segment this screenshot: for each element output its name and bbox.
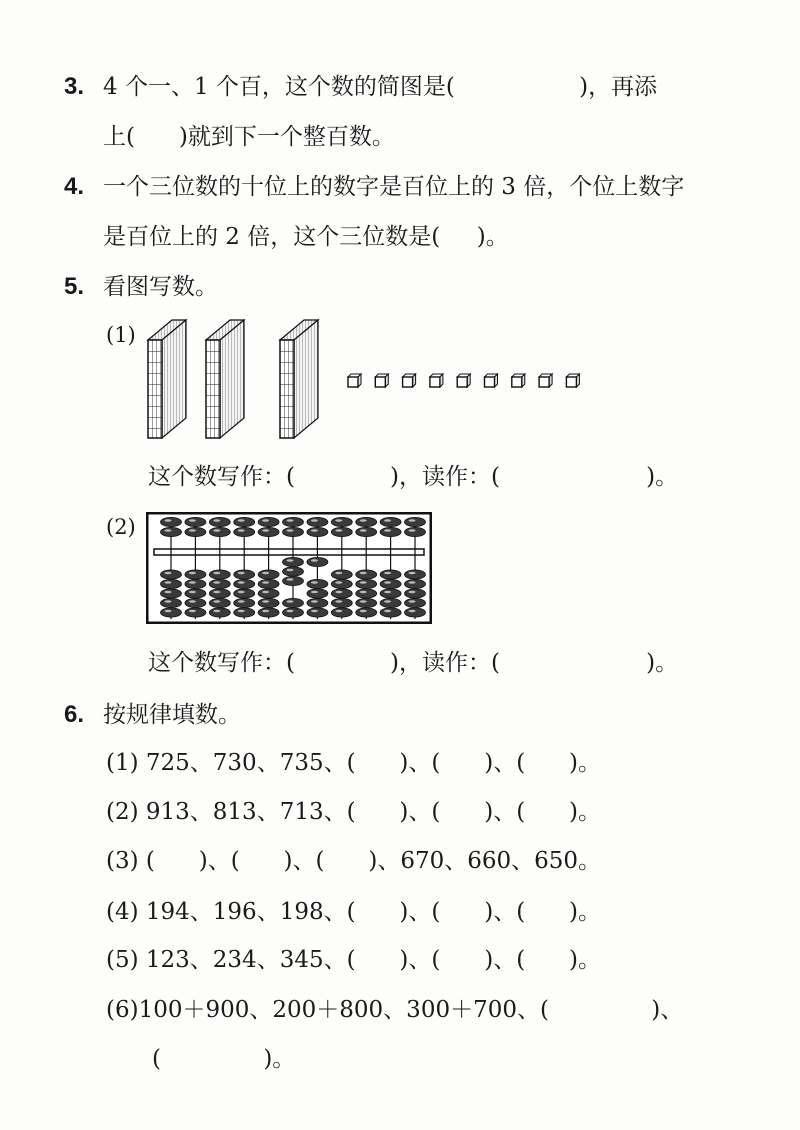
abacus-bead <box>234 589 255 598</box>
abacus-bead <box>307 579 328 588</box>
abacus-bead <box>283 576 304 585</box>
abacus-bead <box>161 517 182 526</box>
bead-highlight <box>213 591 220 594</box>
bead-highlight <box>238 600 245 603</box>
abacus-bead <box>258 579 279 588</box>
abacus-bead <box>405 589 426 598</box>
bead-highlight <box>165 519 172 522</box>
bead-highlight <box>287 559 294 562</box>
question-number: 6. <box>64 701 85 728</box>
abacus-bead <box>331 598 352 607</box>
bead-highlight <box>311 519 318 522</box>
sub-question-label: (2) <box>106 515 136 539</box>
bead-highlight <box>335 581 342 584</box>
abacus-bead <box>209 570 230 579</box>
abacus-bead <box>331 579 352 588</box>
abacus-bead <box>307 608 328 617</box>
abacus-bead <box>258 517 279 526</box>
question-number: 4. <box>64 173 85 200</box>
bead-highlight <box>165 600 172 603</box>
sub-question-label: (1) <box>106 323 136 347</box>
bead-highlight <box>311 591 318 594</box>
abacus-bead <box>405 608 426 617</box>
unit-cube <box>512 374 525 387</box>
bead-highlight <box>335 591 342 594</box>
bead-highlight <box>213 581 220 584</box>
bead-highlight <box>189 600 196 603</box>
abacus-bead <box>283 608 304 617</box>
bead-highlight <box>213 610 220 613</box>
bead-highlight <box>287 578 294 581</box>
bead-highlight <box>189 529 196 532</box>
bead-highlight <box>262 591 269 594</box>
bead-highlight <box>165 610 172 613</box>
bead-highlight <box>287 529 294 532</box>
abacus-bead <box>331 589 352 598</box>
bead-highlight <box>384 529 391 532</box>
bead-highlight <box>238 591 245 594</box>
sequence-item: (4) 194、196、198、( )、( )、( )。 <box>106 899 602 925</box>
sequence-item: (5) 123、234、345、( )、( )、( )。 <box>106 947 602 973</box>
abacus-bead <box>209 589 230 598</box>
bead-highlight <box>189 572 196 575</box>
abacus-bead <box>258 527 279 536</box>
bead-highlight <box>409 519 416 522</box>
bead-highlight <box>384 572 391 575</box>
abacus-bead <box>161 589 182 598</box>
bead-highlight <box>335 529 342 532</box>
abacus-bead <box>161 608 182 617</box>
abacus-bead <box>234 598 255 607</box>
bead-highlight <box>409 591 416 594</box>
sequence-item: (6)100＋900、200＋800、300＋700、( )、 <box>106 997 684 1023</box>
abacus-bead <box>356 579 377 588</box>
bead-highlight <box>360 581 367 584</box>
unit-cube <box>539 374 552 387</box>
abacus-bead <box>234 527 255 536</box>
bead-highlight <box>165 572 172 575</box>
bead-highlight <box>213 519 220 522</box>
bead-highlight <box>360 610 367 613</box>
bead-highlight <box>360 600 367 603</box>
abacus-bead <box>185 598 206 607</box>
bead-highlight <box>165 529 172 532</box>
bead-highlight <box>262 572 269 575</box>
abacus-bead <box>185 579 206 588</box>
abacus-bead <box>161 579 182 588</box>
abacus-bead <box>234 517 255 526</box>
abacus-bead <box>209 579 230 588</box>
bead-highlight <box>409 600 416 603</box>
unit-cube <box>485 374 498 387</box>
abacus-bead <box>356 570 377 579</box>
bead-highlight <box>287 600 294 603</box>
bead-highlight <box>409 529 416 532</box>
bead-highlight <box>384 519 391 522</box>
bead-highlight <box>287 569 294 572</box>
unit-cube <box>430 374 443 387</box>
abacus-bead <box>185 589 206 598</box>
unit-cube <box>457 374 470 387</box>
abacus-bead <box>380 579 401 588</box>
bead-highlight <box>335 572 342 575</box>
abacus-bead <box>234 579 255 588</box>
bead-highlight <box>311 559 318 562</box>
sequence-item: (1) 725、730、735、( )、( )、( )。 <box>106 750 602 776</box>
bead-highlight <box>213 529 220 532</box>
abacus-bead <box>307 517 328 526</box>
abacus-bead <box>283 527 304 536</box>
abacus-bead <box>405 579 426 588</box>
bead-highlight <box>384 581 391 584</box>
unit-cube <box>375 374 388 387</box>
bead-highlight <box>384 591 391 594</box>
bead-highlight <box>360 591 367 594</box>
abacus-bead <box>209 598 230 607</box>
abacus-bead <box>380 527 401 536</box>
abacus-bead <box>258 570 279 579</box>
bead-highlight <box>409 581 416 584</box>
abacus-bead <box>380 598 401 607</box>
abacus-bead <box>283 517 304 526</box>
bead-highlight <box>189 519 196 522</box>
bead-highlight <box>409 610 416 613</box>
bead-highlight <box>360 529 367 532</box>
bead-highlight <box>335 610 342 613</box>
abacus-bead <box>356 517 377 526</box>
question-title: 看图写数。 <box>103 274 218 300</box>
bead-highlight <box>189 591 196 594</box>
abacus-bead <box>283 557 304 566</box>
abacus-bead <box>307 557 328 566</box>
abacus-bead <box>283 598 304 607</box>
question-title: 按规律填数。 <box>103 702 241 728</box>
bead-highlight <box>384 610 391 613</box>
bead-highlight <box>262 519 269 522</box>
sequence-item: (2) 913、813、713、( )、( )、( )。 <box>106 799 602 825</box>
abacus-bead <box>405 517 426 526</box>
abacus-bead <box>307 589 328 598</box>
question-text-line: 4 个一、1 个百，这个数的简图是( )，再添 <box>103 74 658 100</box>
abacus-bead <box>331 517 352 526</box>
abacus-bead <box>380 517 401 526</box>
abacus-bead <box>331 527 352 536</box>
abacus-bead <box>356 608 377 617</box>
abacus-bead <box>405 570 426 579</box>
bead-highlight <box>165 591 172 594</box>
bead-highlight <box>287 610 294 613</box>
abacus-bead <box>258 608 279 617</box>
abacus-bead <box>380 570 401 579</box>
question-text-line: 一个三位数的十位上的数字是百位上的 3 倍，个位上数字 <box>103 174 685 200</box>
bead-highlight <box>311 600 318 603</box>
abacus-bead <box>258 598 279 607</box>
bead-highlight <box>262 529 269 532</box>
bead-highlight <box>189 610 196 613</box>
abacus-bead <box>161 570 182 579</box>
bead-highlight <box>238 572 245 575</box>
question-number: 3. <box>64 73 85 100</box>
abacus-bead <box>209 608 230 617</box>
abacus-bead <box>380 608 401 617</box>
abacus-bead <box>331 608 352 617</box>
abacus-figure <box>146 512 432 624</box>
bead-highlight <box>262 581 269 584</box>
abacus-bead <box>209 517 230 526</box>
abacus-bead <box>356 589 377 598</box>
answer-line: 这个数写作：( )，读作：( )。 <box>148 464 679 490</box>
abacus-bead <box>161 527 182 536</box>
hundred-block <box>206 320 244 438</box>
bead-highlight <box>360 572 367 575</box>
abacus-bead <box>405 527 426 536</box>
question-text-line: 是百位上的 2 倍，这个三位数是( )。 <box>103 224 509 250</box>
unit-cube <box>348 374 361 387</box>
bead-highlight <box>311 581 318 584</box>
bead-highlight <box>262 600 269 603</box>
abacus-bead <box>380 589 401 598</box>
abacus-bead <box>331 570 352 579</box>
answer-line: 这个数写作：( )，读作：( )。 <box>148 650 679 676</box>
bead-highlight <box>238 610 245 613</box>
bead-highlight <box>311 529 318 532</box>
question-text-line: 上( )就到下一个整百数。 <box>103 124 395 150</box>
sequence-item-continued: ( )。 <box>152 1046 296 1072</box>
bead-highlight <box>238 519 245 522</box>
abacus-bead <box>356 598 377 607</box>
abacus-bead <box>185 570 206 579</box>
bead-highlight <box>213 600 220 603</box>
hundred-block <box>280 320 318 438</box>
bead-highlight <box>238 529 245 532</box>
abacus-bead <box>307 527 328 536</box>
abacus-bead <box>405 598 426 607</box>
bead-highlight <box>335 600 342 603</box>
bead-highlight <box>409 572 416 575</box>
sequence-item: (3) ( )、( )、( )、670、660、650。 <box>106 848 602 874</box>
bead-highlight <box>384 600 391 603</box>
bead-highlight <box>335 519 342 522</box>
unit-cubes <box>348 374 579 387</box>
bead-highlight <box>189 581 196 584</box>
abacus-bead <box>283 567 304 576</box>
abacus-bead <box>307 598 328 607</box>
bead-highlight <box>262 610 269 613</box>
question-number: 5. <box>64 273 85 300</box>
abacus-bead <box>234 608 255 617</box>
bead-highlight <box>287 519 294 522</box>
abacus-bead <box>185 608 206 617</box>
abacus-bead <box>234 570 255 579</box>
bead-highlight <box>213 572 220 575</box>
abacus-bead <box>209 527 230 536</box>
abacus-bead <box>161 598 182 607</box>
abacus-bead <box>185 527 206 536</box>
hundred-block <box>148 320 186 438</box>
bead-highlight <box>165 581 172 584</box>
abacus-bead <box>356 527 377 536</box>
bead-highlight <box>311 610 318 613</box>
bead-highlight <box>238 581 245 584</box>
unit-cube <box>403 374 416 387</box>
abacus-bead <box>185 517 206 526</box>
unit-cube <box>566 374 579 387</box>
abacus-bead <box>258 589 279 598</box>
bead-highlight <box>360 519 367 522</box>
base-ten-blocks-figure <box>140 318 640 448</box>
